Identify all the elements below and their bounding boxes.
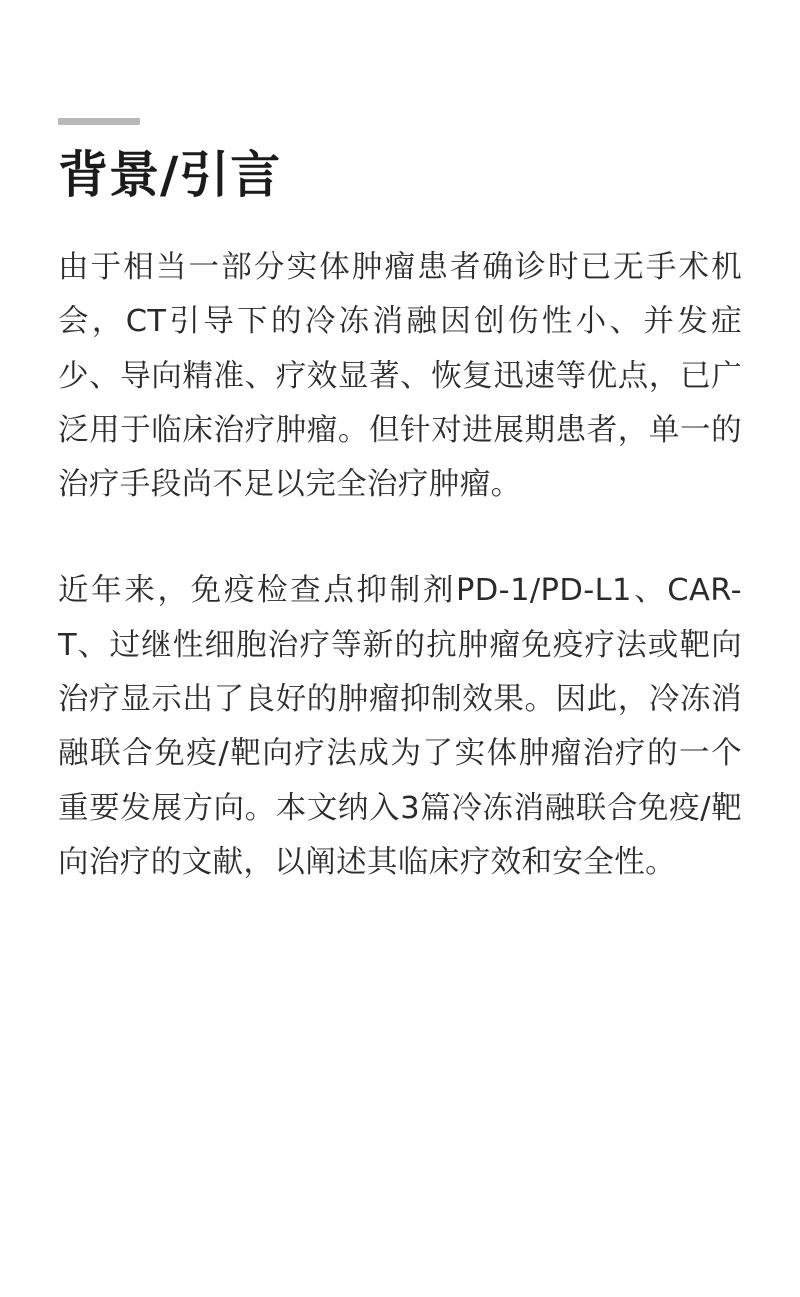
paragraph-block-1 — [58, 241, 742, 512]
page-title: 背景/引言 — [58, 145, 282, 204]
body-paragraph: 近年来，免疫检查点抑制剂PD-1/PD-L1、CAR-T、过继性细胞治疗等新的抗肿瘤免疫疗法或靶向治疗显示出了良好的肿瘤抑制效果。因此，冷冻消融联合免疫/靶向疗法成为了实体肿瘤治疗的一个重要发展方向。本文纳入3篇冷冻消融联合免疫/靶向治疗的文献，以阐述其临床疗效和安全性。 — [58, 573, 742, 880]
body-paragraph: 由于相当一部分实体肿瘤患者确诊时已无手术机会，CT引导下的冷冻消融因创伤性小、并发症少、导向精准、疗效显著、恢复迅速等优点，已广泛用于临床治疗肿瘤。但针对进展期患者，单一的治疗手段尚不足以完全治疗肿瘤。 — [58, 250, 742, 503]
paragraph-block-2 — [58, 564, 742, 890]
document-page — [0, 118, 800, 1297]
section-divider-bar — [58, 118, 140, 125]
